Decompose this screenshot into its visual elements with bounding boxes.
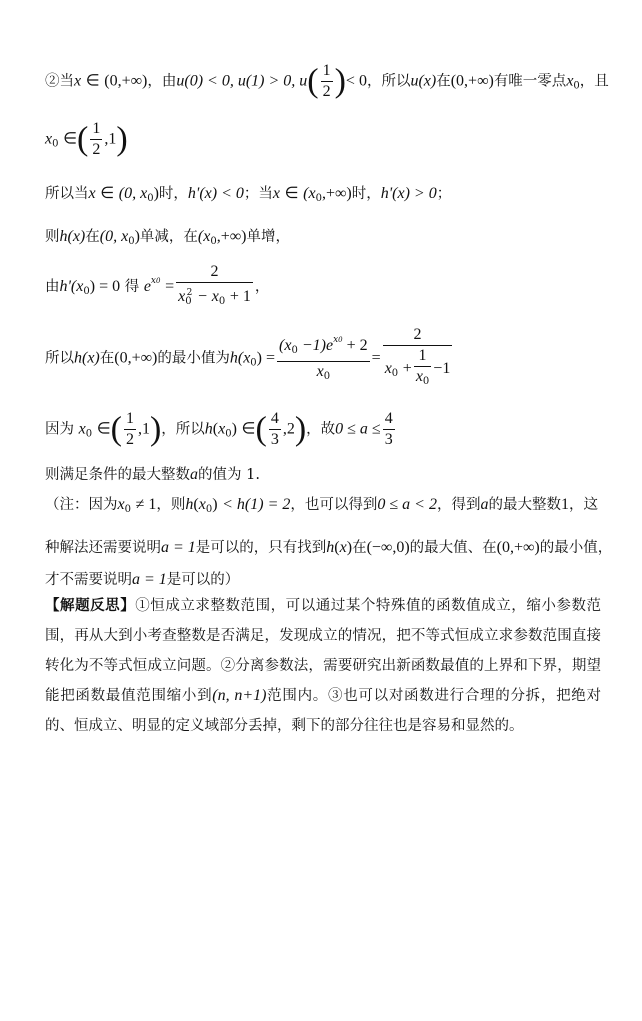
text: ，故 [306,421,336,438]
math: a = 1 [132,571,167,588]
text: 所以 [45,350,74,367]
math: x [178,288,186,305]
frac-den: 2 [92,141,101,158]
text: 在 [436,73,451,90]
math: = [371,349,381,367]
text: 得 [124,279,140,295]
math: ,1 [137,420,150,438]
math: ,+∞) [216,228,247,245]
math: h(x) [59,228,86,245]
math: (x [197,228,211,245]
math: u(x) [410,72,437,90]
frac-num: 4 [269,410,281,430]
math: ) [153,185,159,202]
line-11 [45,568,239,589]
line-3: 所以当x ∈ (0, $x_0$)时，h'(x) < 0；当x ∈ $(x_0,+\infty)$时，h'(x) > 0； [45,185,452,204]
text: ；当 [243,186,273,202]
math: ) = 0 [89,278,121,295]
text: 的最小值， [539,540,613,556]
math: + [402,360,412,377]
text: 由 [45,279,60,295]
math: a = 1 [161,539,196,556]
text: ，得到 [436,497,481,513]
line-9: （注：因为$x_0 \ne 1$，则$h(x_0) < h(1) = 2$，也可以得到0 ≤ a < 2，得到a的最大整数1，这 [45,496,598,515]
text: 在 [85,229,100,245]
text: ，且 [579,73,609,90]
text: 才不需要说明 [45,572,132,588]
math: (0, x [99,228,129,245]
frac-num: 1 [414,347,431,367]
text: 所以当 [45,186,89,202]
line-7: 因为 $x_0$ ∈( $\frac{1}{2}$ ,1)，所以$h(x_0)$ ∈( $\frac{4}{3}$ ,2)，故0 ≤ a ≤ $\frac{4}{3}$ [45,410,393,448]
text: 在 [99,350,115,367]
line-6: 所以h(x)在(0,+∞)的最小值为$h(x_0)$ = $\frac{(x_0 -1)e^{x0} + 2}{x_0}$ = 2 $x_0$ + $\frac{1}{x_0}$ −1 [45,326,451,387]
text: 是可以的） [166,572,240,588]
math: ,1 [104,130,117,148]
frac-den: 3 [270,431,279,448]
math: h'(x [59,278,84,295]
reflection-label: 【解题反思】 [45,597,136,614]
text: ； [436,186,452,202]
text: ，所以 [366,73,411,90]
text: ①恒成立求整数范围，可以通过某个特殊值的函数值成立，缩小参数范围，再从大到小考查整数是否满足，发现成立的情况，把不等式恒成立求参数范围直接转化为不等式恒成立问题。②分离参数法，需要研究出新函数最值的上界和下界，期望能把函数最值范围缩小到 [45,598,601,704]
text: 在 [352,540,367,556]
math: 0 ≤ a < 2 [377,496,437,513]
math: (0,+∞) [496,539,540,556]
math: ≠ 1 [135,496,157,513]
math: (−∞,0) [366,539,410,556]
math: ) [134,228,140,245]
math: ) = [256,349,276,367]
text: ，这 [568,497,598,513]
math: (n, n+1) [212,687,267,704]
frac-den: 2 [322,83,331,100]
text: ②当 [45,73,74,90]
math: x [415,368,423,385]
text: ，则 [156,497,186,513]
frac-num: 4 [383,410,395,430]
line-8: 则满足条件的最大整数a的值为 1. [45,466,260,483]
math: −1)e [297,337,334,354]
frac-num: 2 [383,326,453,346]
math: (0,+∞) [450,72,494,90]
math: x [316,363,324,380]
math: (0, x [118,185,148,202]
text: 单减，在 [139,229,198,245]
text: 种解法还需要说明 [45,540,161,556]
line-2: $x_0$ ∈( $\frac{1}{2}$ ,1) [45,120,128,158]
line-1: ②当x ∈ (0,+∞)，由u(0) < 0, u(1) > 0, u( $\frac{1}{2}$ )< 0，所以u(x)在(0,+∞)有唯一零点$x_0$，且 [45,62,609,100]
text: 的最大整数 [488,497,561,513]
frac-num: 2 [176,263,253,283]
math: 1 [560,496,569,513]
math: h(x) [74,349,100,367]
math: −1 [433,360,451,377]
text: 范围内。③也可以对函数进行合理的分拆，把绝对的、恒成立、明显的定义域部分丢掉，剩下的部分往往也是容易和显然的。 [45,688,602,734]
math: + 2 [342,337,368,354]
text: 时， [351,186,381,202]
text: 时， [158,186,188,202]
math: ,+∞) [321,185,352,202]
text: 因为 [45,421,74,438]
math: − x [196,288,219,305]
frac-num: 1 [321,62,333,82]
math: (0,+∞) [114,349,158,367]
math: + 1 [229,288,251,305]
text: ， [254,279,270,295]
math: (x [303,185,316,202]
text: （注：因为 [45,497,118,513]
math: h(x [229,349,251,367]
text: 则 [45,229,60,245]
text: ，也可以得到 [290,497,378,513]
text: ，所以 [161,421,205,438]
line-5: 由$h'(x_0) = 0$ 得 $e^{x0}$ = $\frac{2}{x_0^2 - x_0 + 1}$ ， [45,263,270,307]
line-4: 则h(x)在(0, $x_0$)单减，在$(x_0,+\infty)$单增， [45,228,290,247]
math: ,2 [282,420,295,438]
math: 0 ≤ a ≤ [335,420,381,438]
math: x [384,360,392,377]
frac-num: 1 [124,410,136,430]
text: ，由 [147,73,177,90]
text: 是可以的，只有找到 [195,540,327,556]
math: (0,+∞) [104,72,148,90]
frac-den: 3 [384,431,393,448]
frac-num: 1 [90,120,102,140]
text: 的值为 1. [198,467,260,483]
math: (x [279,337,292,354]
line-10: 种解法还需要说明a = 1是可以的，只有找到h(x)在(−∞,0)的最大值、在(0,+∞)的最小值， [45,539,613,556]
text: 则满足条件的最大整数 [45,467,190,483]
text: 单增， [246,229,290,245]
math: u(0) < 0, u(1) > 0, u [176,72,308,90]
reflection-paragraph [45,591,601,741]
text: 有唯一零点 [493,73,567,90]
text: 的最大值、在 [409,540,497,556]
frac-den: 2 [125,431,134,448]
math: < h(1) = 2 [222,496,291,513]
math: h'(x) < 0 [187,185,244,202]
math: < 0 [345,72,367,90]
math: h'(x) > 0 [380,185,437,202]
text: 的最小值为 [157,350,230,367]
